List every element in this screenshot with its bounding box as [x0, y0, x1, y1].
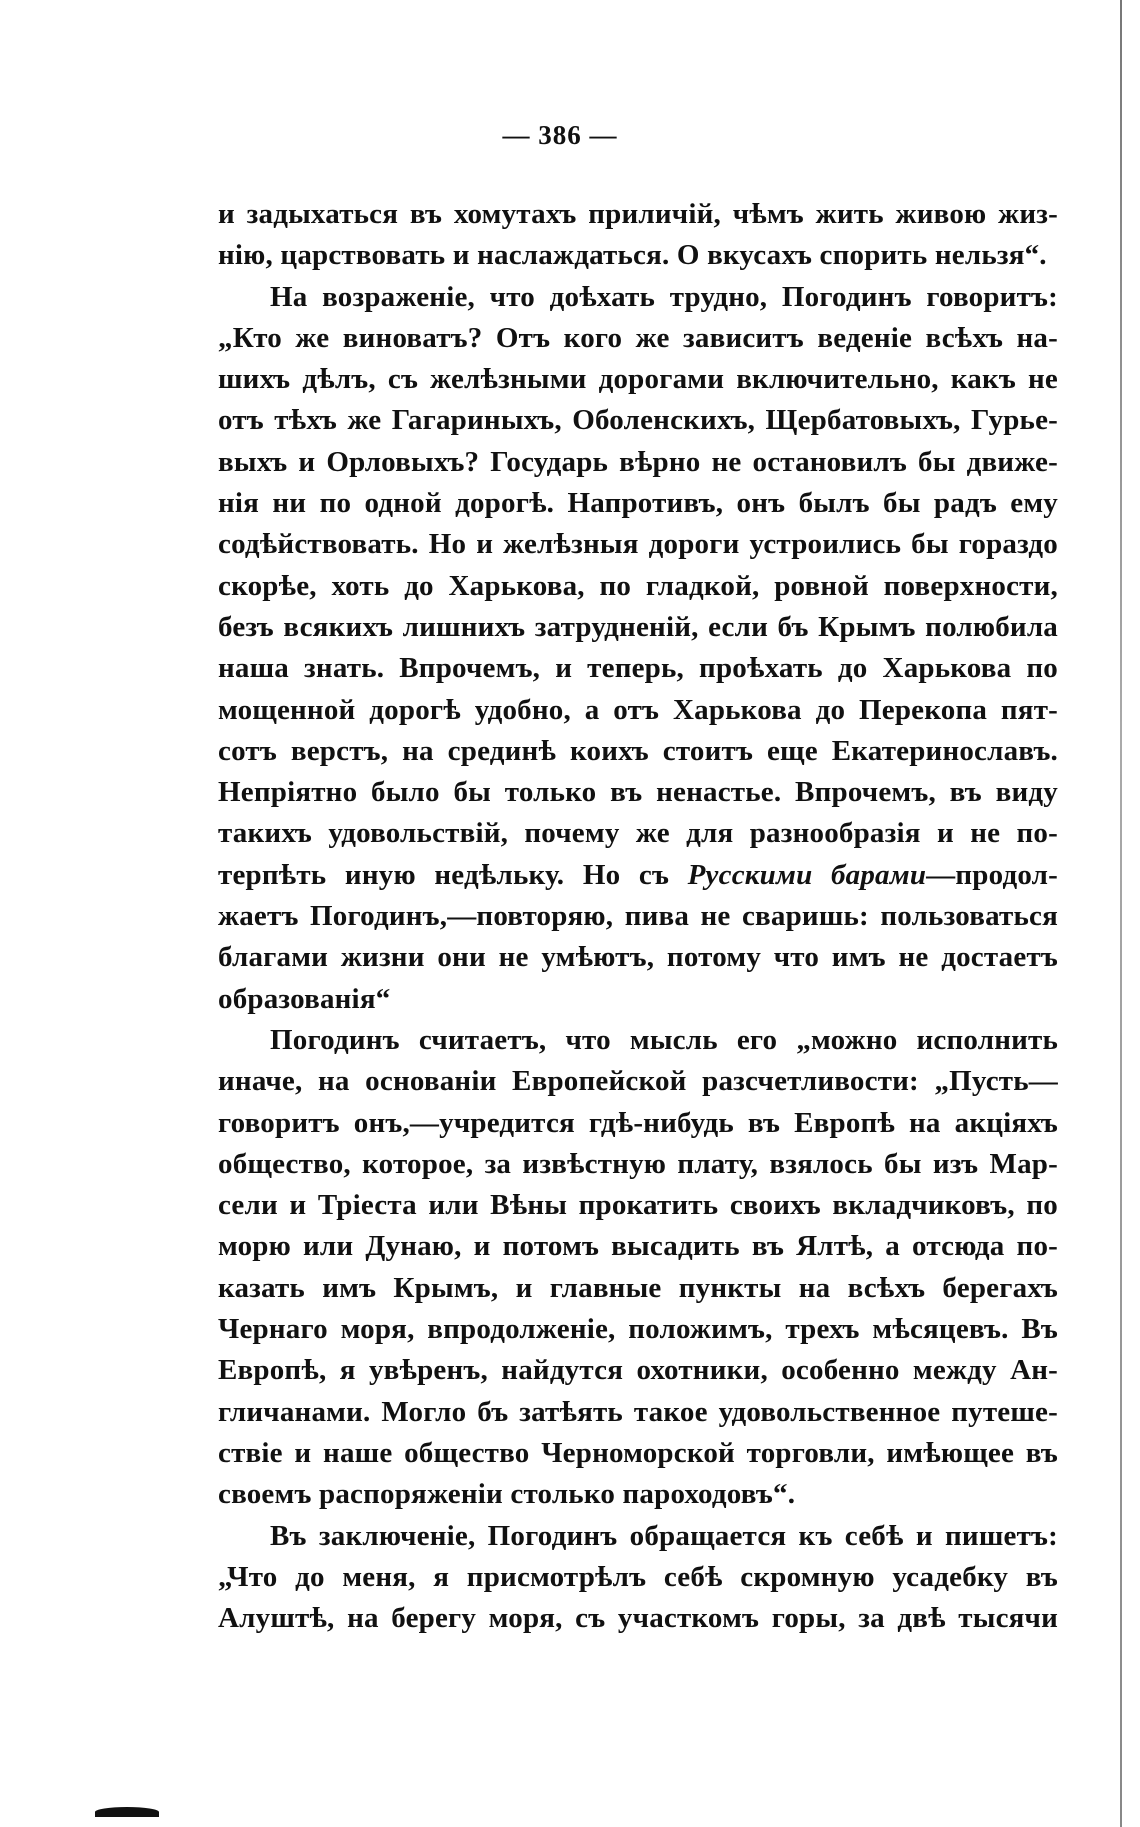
text-line: Алуштѣ, на берегу моря, съ участкомъ горы, за двѣ тысячи: [218, 1602, 1058, 1635]
text-line: шихъ дѣлъ, съ желѣзными дорогами включительно, какъ не: [218, 363, 1058, 396]
text-line: На возраженіе, что доѣхать трудно, Погодинъ говоритъ:: [270, 280, 1058, 313]
text-line: мощенной дорогѣ удобно, а отъ Харькова до Перекопа пят-: [218, 693, 1058, 726]
page-edge-shadow: [1120, 0, 1122, 1827]
scan-smudge: [95, 1807, 159, 1817]
text-line: Въ заключеніе, Погодинъ обращается къ себѣ и пишетъ:: [270, 1519, 1058, 1552]
text-line: сотъ верстъ, на срединѣ коихъ стоитъ еще Екатеринославъ.: [218, 734, 1058, 767]
text-line: говоритъ онъ,—учредится гдѣ-нибудь въ Европѣ на акціяхъ: [218, 1106, 1058, 1139]
text-line: скорѣе, хоть до Харькова, по гладкой, ровной поверхности,: [218, 569, 1058, 602]
text-line: Погодинъ считаетъ, что мысль его „можно исполнить: [270, 1023, 1058, 1056]
text-line: Непріятно было бы только въ ненастье. Впрочемъ, въ виду: [218, 776, 1058, 809]
text-run: —продол-: [926, 858, 1058, 891]
text-run: терпѣть иную недѣльку. Но съ: [218, 858, 688, 891]
text-line: такихъ удовольствій, почему же для разнообразія и не по-: [218, 817, 1058, 850]
text-line: сели и Тріеста или Вѣны прокатить своихъ вкладчиковъ, по: [218, 1189, 1058, 1222]
text-line: общество, которое, за извѣстную плату, взялось бы изъ Мар-: [218, 1147, 1058, 1180]
text-line: безъ всякихъ лишнихъ затрудненій, если бъ Крымъ полюбила: [218, 610, 1058, 643]
text-line: морю или Дунаю, и потомъ высадить въ Ялтѣ, а отсюда по-: [218, 1230, 1058, 1263]
text-line: гличанами. Могло бъ затѣять такое удовольственное путеше-: [218, 1395, 1058, 1428]
text-line: выхъ и Орловыхъ? Государь вѣрно не остановилъ бы движе-: [218, 445, 1058, 478]
text-line: ствіе и наше общество Черноморской торговли, имѣющее въ: [218, 1436, 1058, 1469]
text-line: наша знать. Впрочемъ, и теперь, проѣхать до Харькова по: [218, 652, 1058, 685]
text-line: благами жизни они не умѣютъ, потому что имъ не достаетъ: [218, 941, 1058, 974]
page-number: — 386 —: [502, 120, 618, 150]
text-line: отъ тѣхъ же Гагариныхъ, Оболенскихъ, Щербатовыхъ, Гурье-: [218, 404, 1058, 437]
text-line: „Кто же виноватъ? Отъ кого же зависитъ веденіе всѣхъ на-: [218, 321, 1058, 354]
text-line: своемъ распоряженіи столько пароходовъ“.: [218, 1478, 796, 1511]
text-line: и задыхаться въ хомутахъ приличій, чѣмъ жить живою жиз-: [218, 198, 1058, 230]
text-line: жаетъ Погодинъ,—повторяю, пива не сваришь: пользоваться: [218, 900, 1058, 933]
body-text: [218, 194, 1058, 1639]
text-line: нія ни по одной дорогѣ. Напротивъ, онъ былъ бы радъ ему: [218, 487, 1058, 520]
text-line: образованія“: [218, 982, 391, 1015]
text-line: нію, царствовать и наслаждаться. О вкусахъ спорить нельзя“.: [218, 239, 1047, 272]
text-line: иначе, на основаніи Европейской разсчетливости: „Пусть—: [218, 1065, 1058, 1098]
italic-phrase: Русскими барами: [687, 858, 927, 891]
text-line: Чернаго моря, впродолженіе, положимъ, трехъ мѣсяцевъ. Въ: [218, 1313, 1058, 1346]
text-line: [218, 855, 1058, 896]
text-line: содѣйствовать. Но и желѣзныя дороги устроились бы гораздо: [218, 528, 1058, 561]
text-line: Европѣ, я увѣренъ, найдутся охотники, особенно между Ан-: [218, 1354, 1058, 1387]
text-line: „Что до меня, я присмотрѣлъ себѣ скромную усадебку въ: [218, 1560, 1058, 1593]
text-line: казать имъ Крымъ, и главные пункты на всѣхъ берегахъ: [218, 1271, 1058, 1304]
